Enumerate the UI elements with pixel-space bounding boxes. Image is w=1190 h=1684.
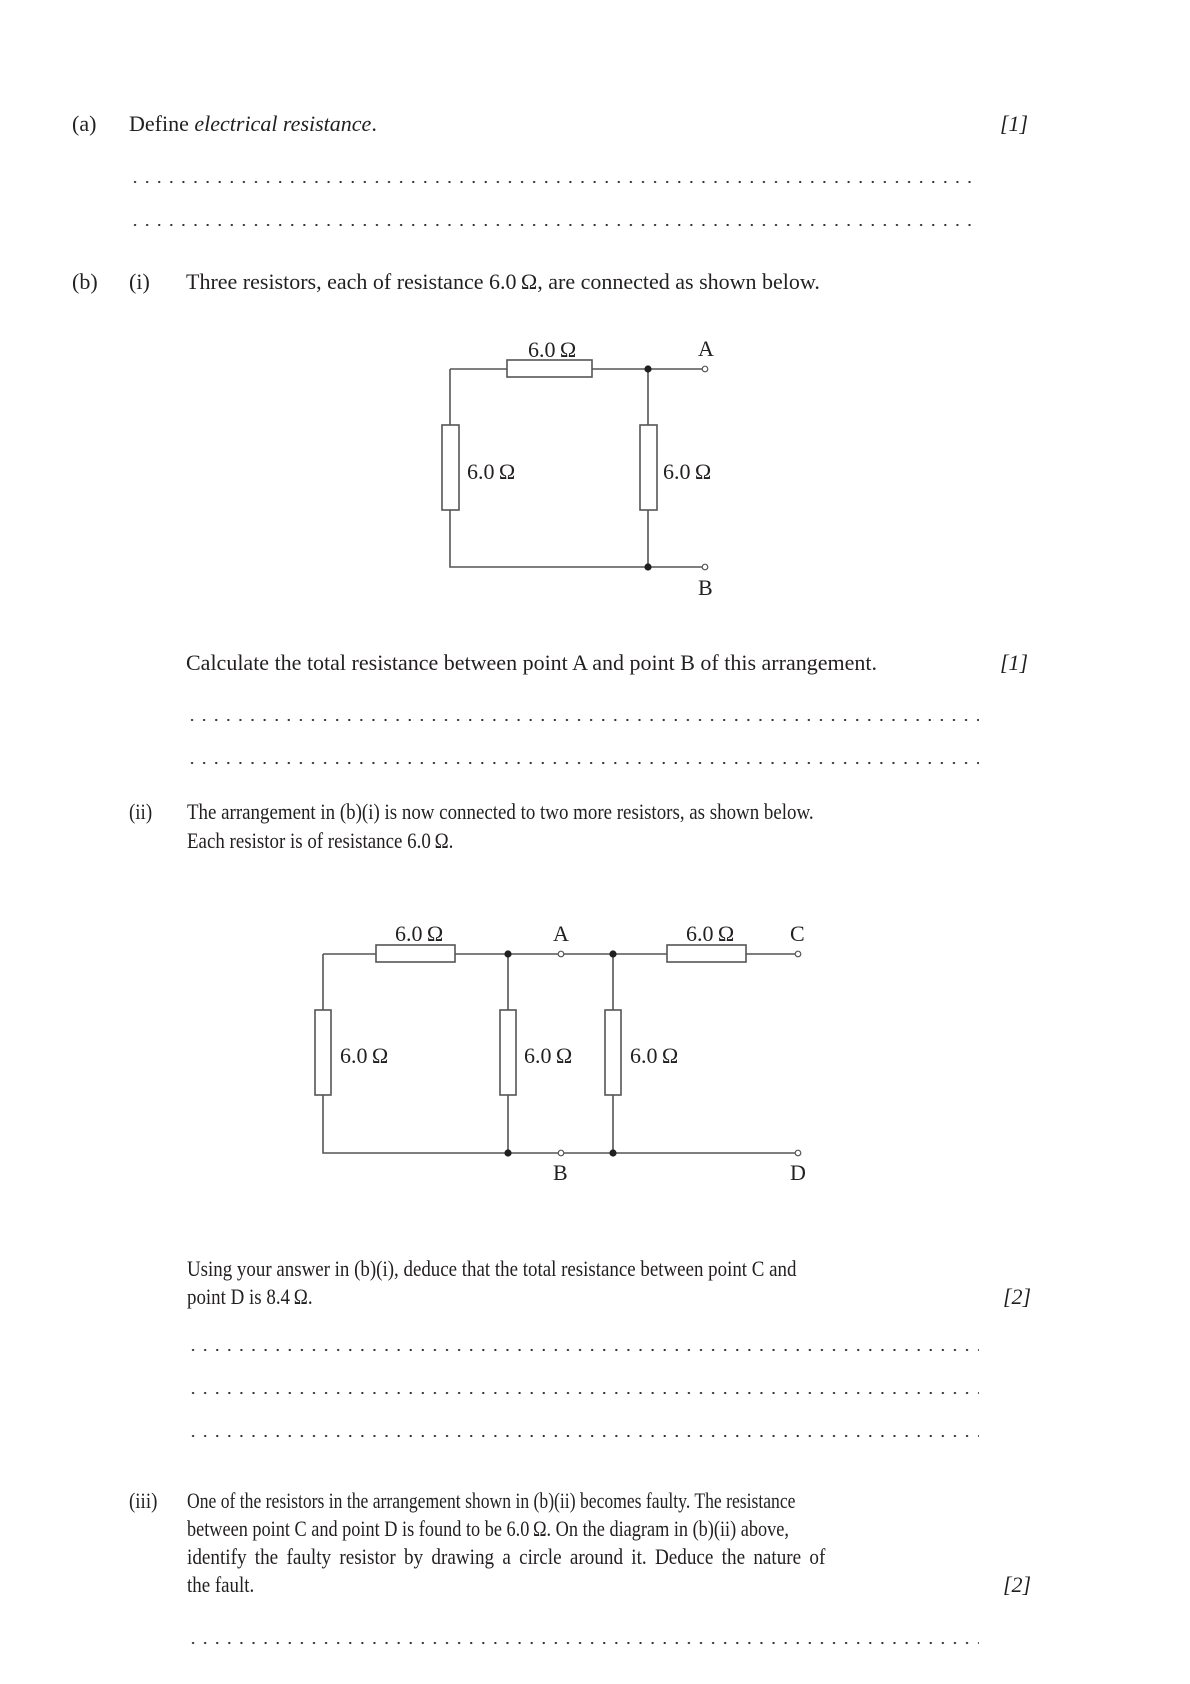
part-a-label: (a) <box>72 111 97 136</box>
part-b-ii-text-line2: Each resistor is of resistance 6.0 Ω. <box>187 828 454 853</box>
answer-line[interactable] <box>187 1641 979 1645</box>
part-b-iii-line: identify the faulty resistor by drawing a circle around it. Deduce the nature of <box>187 1544 826 1569</box>
junction-dot <box>504 950 511 957</box>
resistor-label: 6.0 Ω <box>340 1043 389 1068</box>
resistor-right <box>605 1010 621 1095</box>
junction-dot <box>609 950 616 957</box>
terminal-label-b: B <box>553 1160 568 1185</box>
terminal-label-d: D <box>790 1160 806 1185</box>
part-b-label: (b) <box>72 269 98 294</box>
terminal-d <box>795 1150 801 1156</box>
junction-dot <box>609 1149 616 1156</box>
answer-line[interactable] <box>187 1434 979 1438</box>
terminal-label-c: C <box>790 921 805 946</box>
part-b-ii-label: (ii) <box>129 799 153 824</box>
resistor-label: 6.0 Ω <box>528 337 577 362</box>
resistor-label: 6.0 Ω <box>395 921 444 946</box>
part-b-i-text: Three resistors, each of resistance 6.0 Ω, are connected as shown below. <box>186 269 820 294</box>
resistor-left <box>315 1010 331 1095</box>
terminal-c <box>795 951 801 957</box>
part-b-i-marks: [1] <box>1000 650 1029 675</box>
resistor-label: 6.0 Ω <box>524 1043 573 1068</box>
terminal-label-a: A <box>553 921 569 946</box>
terminal-label-b: B <box>698 575 713 600</box>
resistor-middle <box>500 1010 516 1095</box>
part-b-ii-text-line1: The arrangement in (b)(i) is now connected to two more resistors, as shown below. <box>187 799 814 824</box>
resistor-label: 6.0 Ω <box>467 459 516 484</box>
part-b-iii-line: the fault. <box>187 1572 255 1597</box>
terminal-a <box>558 951 564 957</box>
part-a-prompt-suffix: . <box>371 111 377 136</box>
resistor-top-right <box>667 945 746 962</box>
junction-dot <box>504 1149 511 1156</box>
part-a-marks: [1] <box>1000 111 1029 136</box>
answer-line[interactable] <box>187 1348 979 1352</box>
resistor-label: 6.0 Ω <box>686 921 735 946</box>
resistor-label: 6.0 Ω <box>663 459 712 484</box>
part-a-prompt-prefix: Define <box>129 111 195 136</box>
part-b-iii-line: between point C and point D is found to be 6.0 Ω. On the diagram in (b)(ii) above, <box>187 1516 789 1541</box>
part-b-ii-question-line1: Using your answer in (b)(i), deduce that the total resistance between point C and <box>187 1256 797 1281</box>
part-b-iii-marks: [2] <box>1003 1572 1032 1597</box>
part-b-ii-marks: [2] <box>1003 1284 1032 1309</box>
part-b-iii-label: (iii) <box>129 1488 158 1513</box>
part-a-term: electrical resistance <box>194 111 372 136</box>
terminal-label-a: A <box>698 336 714 361</box>
terminal-b <box>558 1150 564 1156</box>
answer-line[interactable] <box>187 1391 979 1395</box>
part-b-i-label: (i) <box>129 269 150 294</box>
part-b-iii-line: One of the resistors in the arrangement shown in (b)(ii) becomes faulty. The resistance <box>187 1488 796 1513</box>
resistor-top-left <box>376 945 455 962</box>
part-b-ii-question-line2: point D is 8.4 Ω. <box>187 1284 313 1309</box>
part-b-i-question: Calculate the total resistance between point A and point B of this arrangement. <box>186 650 877 675</box>
resistor-label: 6.0 Ω <box>630 1043 679 1068</box>
